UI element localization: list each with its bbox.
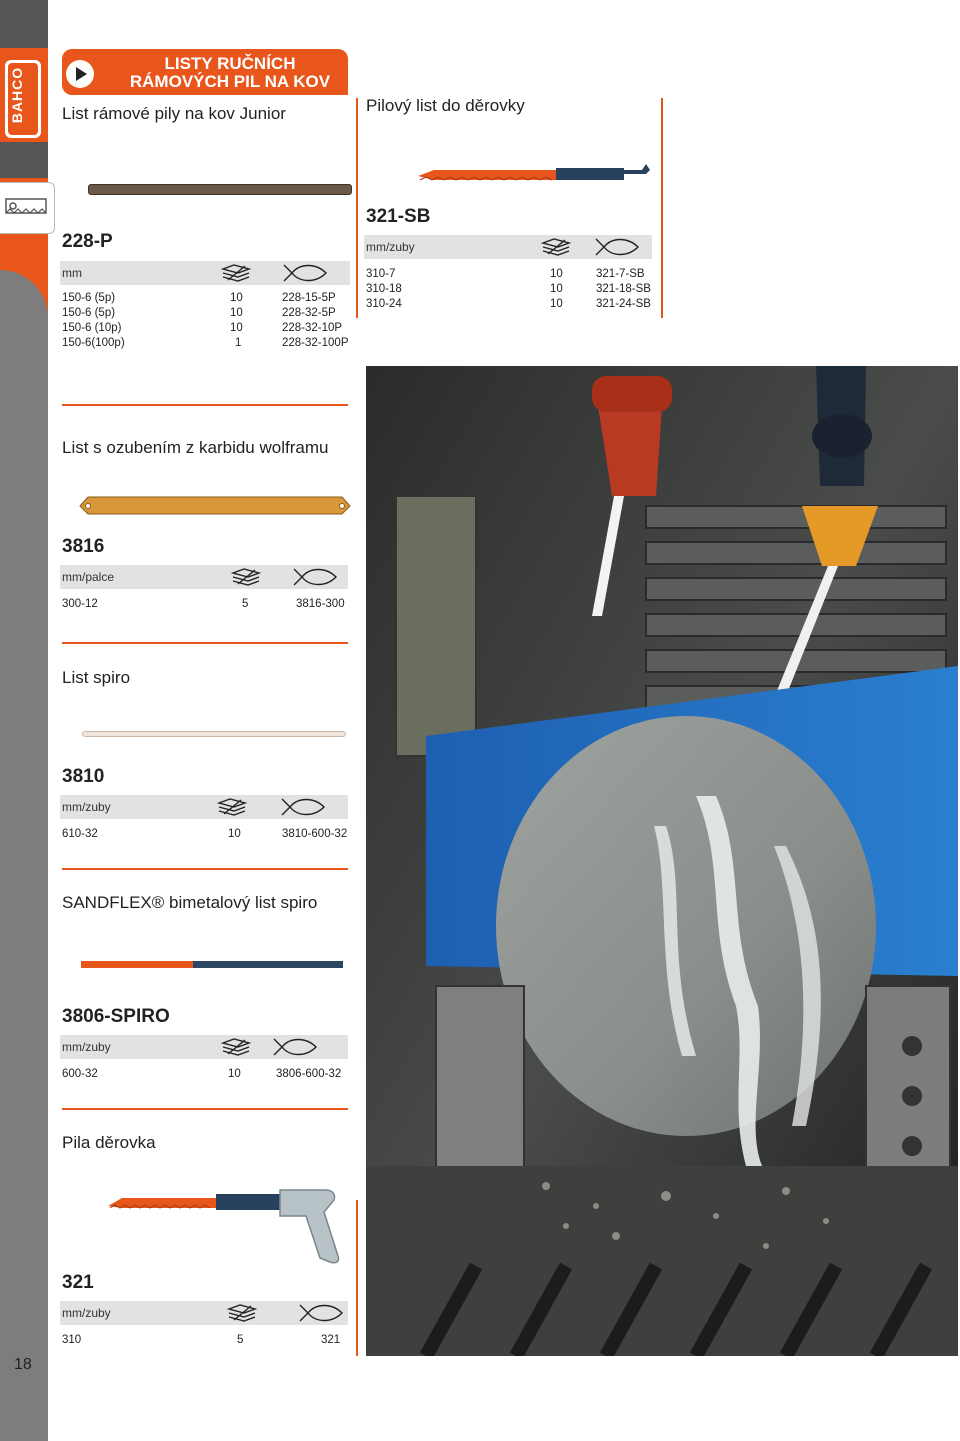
blade-3816-image [78, 494, 352, 518]
product-code: 3806-SPIRO [62, 1006, 170, 1027]
table-row: 150-6 (5p) 10 228-15-5P [62, 292, 336, 304]
blade-3810-image [82, 731, 346, 737]
table-row: 310 5 321 [62, 1334, 341, 1346]
table-row: 150-6 (10p) 10 228-32-10P [62, 322, 343, 334]
brand-logo: BAHCO [9, 66, 25, 124]
table-body [366, 267, 656, 312]
table-row: 150-6 (5p) 10 228-32-5P [62, 307, 336, 319]
play-triangle-icon [76, 67, 87, 81]
divider-vertical [356, 1200, 358, 1356]
table-row: 310-18 10 321-18-SB [366, 283, 651, 295]
unit-label: mm/zuby [366, 240, 415, 254]
section-separator [62, 642, 348, 644]
stack-icon [220, 263, 252, 283]
table-row: 150-6(100p) 1 228-32-100P [62, 337, 349, 349]
fish-icon [280, 796, 326, 818]
stack-icon [230, 567, 262, 587]
section-title: List s ozubením z karbidu wolframu [62, 438, 329, 457]
product-photo [366, 366, 958, 1356]
fish-icon [292, 566, 338, 588]
section-title: SANDFLEX® bimetalový list spiro [62, 893, 318, 912]
sidebar-gray [0, 270, 48, 1441]
fish-icon [298, 1302, 344, 1324]
table-row: 600-32 10 3806-600-32 [62, 1068, 342, 1080]
product-code: 321-SB [366, 206, 431, 227]
section-title: Pilový list do děrovky [366, 96, 525, 115]
table-body [62, 291, 352, 351]
page-number: 18 [14, 1356, 32, 1373]
blade-3806-image [80, 959, 344, 971]
table-row: 610-32 10 3810-600-32 [62, 828, 348, 840]
section-title: Pila děrovka [62, 1133, 156, 1152]
section-title: List rámové pily na kov Junior [62, 104, 286, 123]
divider-vertical [356, 98, 358, 318]
page-title-line1: LISTY RUČNÍCH [164, 54, 296, 73]
page-title-line2: RÁMOVÝCH PIL NA KOV [129, 72, 331, 91]
blade-228-image [88, 184, 352, 195]
unit-label: mm/zuby [62, 800, 111, 814]
unit-label: mm/palce [62, 570, 115, 584]
table-row: 310-24 10 321-24-SB [366, 298, 651, 310]
stack-icon [220, 1037, 252, 1057]
product-code: 3816 [62, 536, 105, 557]
table-row: 310-7 10 321-7-SB [366, 268, 645, 280]
divider-vertical [661, 98, 663, 318]
product-code: 228-P [62, 231, 113, 252]
fish-icon [594, 236, 640, 258]
stack-icon [216, 797, 248, 817]
fish-icon [272, 1036, 318, 1058]
page-title [120, 55, 340, 91]
section-separator [62, 1108, 348, 1110]
unit-label: mm [62, 266, 82, 280]
fish-icon [282, 262, 328, 284]
section-separator [62, 404, 348, 406]
unit-label: mm/zuby [62, 1040, 111, 1054]
section-title: List spiro [62, 668, 131, 687]
blade-321sb-image [416, 160, 652, 182]
section-separator [62, 868, 348, 870]
stack-icon [540, 237, 572, 257]
hole-saw-image [106, 1186, 346, 1266]
saw-blade-icon [0, 182, 55, 234]
product-code: 3810 [62, 766, 105, 787]
stack-icon [226, 1303, 258, 1323]
table-row: 300-12 5 3816-300 [62, 598, 345, 610]
unit-label: mm/zuby [62, 1306, 111, 1320]
product-code: 321 [62, 1272, 94, 1293]
